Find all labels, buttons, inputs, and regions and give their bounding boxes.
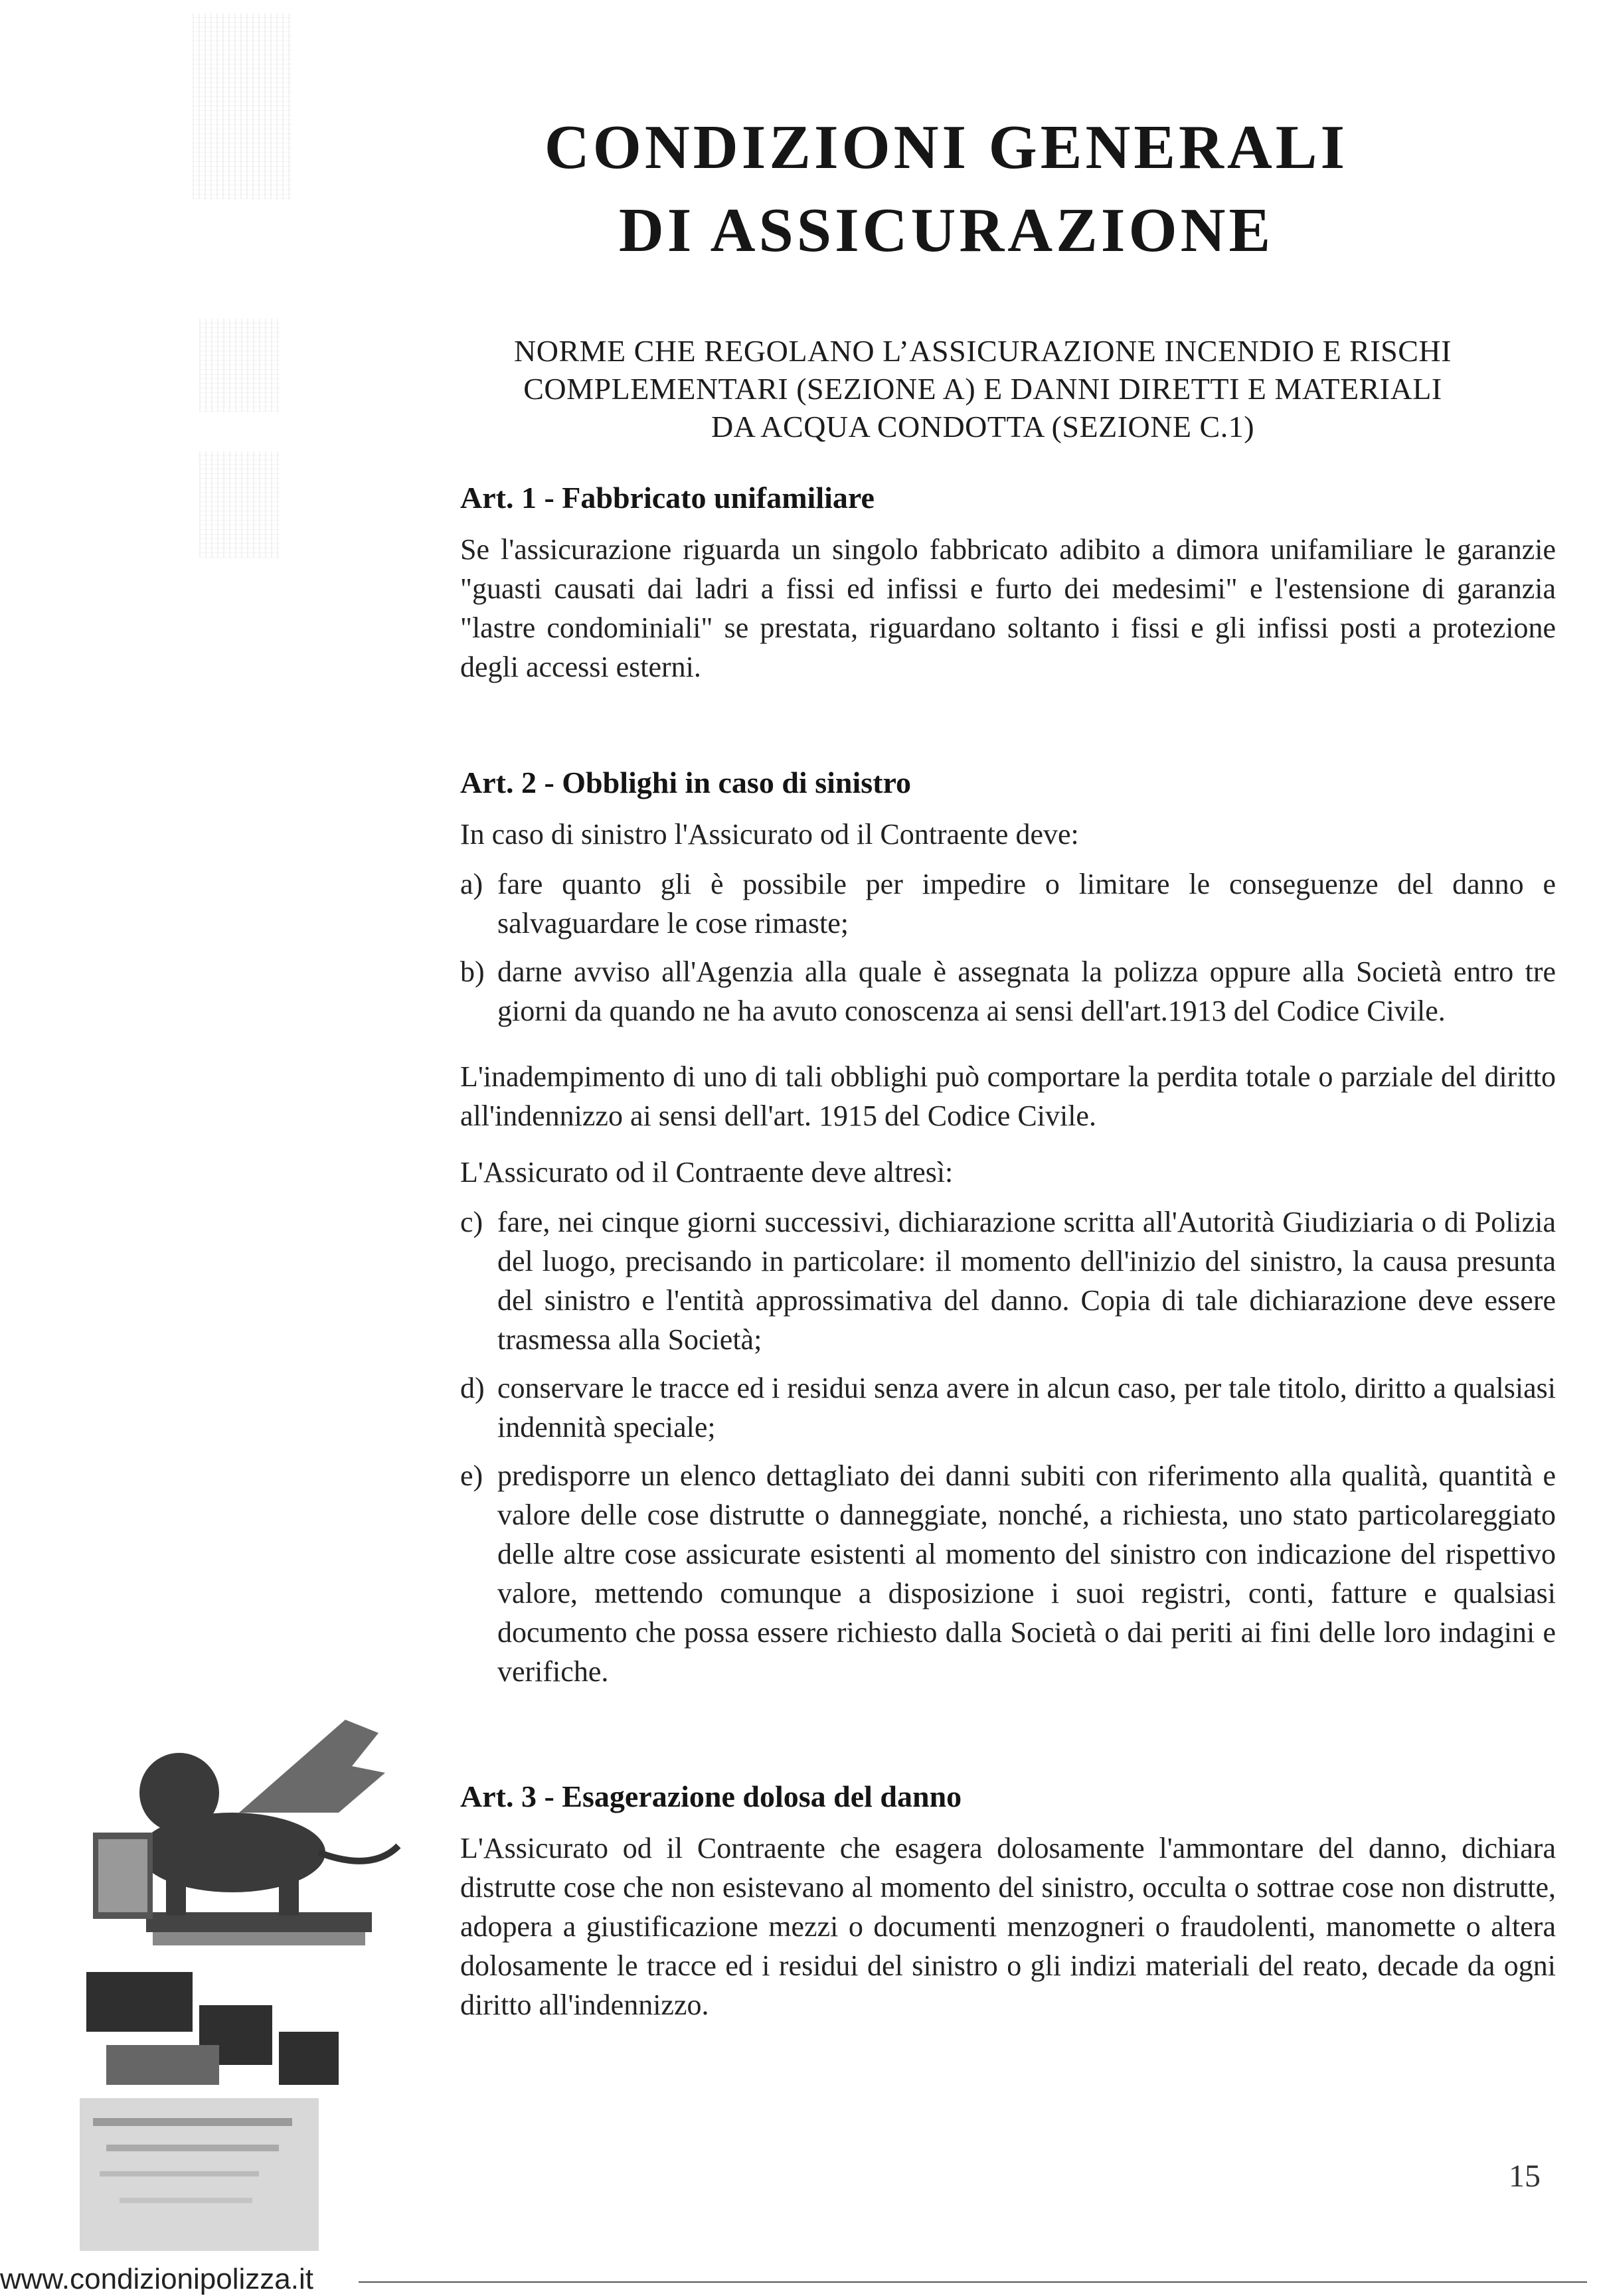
document-title (398, 106, 1494, 272)
article-2 (460, 763, 1556, 1691)
list-item (460, 952, 1556, 1030)
article-paragraph: L'Assicurato od il Contraente deve altresì: (460, 1156, 954, 1189)
list-item-text: fare, nei cinque giorni successivi, dichiarazione scritta all'Autorità Giudiziaria o di Polizia del luogo, precisando in particolare: il momento dell'inizio del sinistro, la causa presunta del sinistro e l'entità approssimativa del danno. Copia di tale dichiarazione deve essere trasmessa alla Società; (497, 1206, 1556, 1356)
article-heading: Art. 3 - Esagerazione dolosa del danno (460, 1779, 962, 1813)
subtitle-line: NORME CHE REGOLANO L’ASSICURAZIONE INCENDIO E RISCHI (514, 334, 1452, 368)
article-intro: In caso di sinistro l'Assicurato od il Contraente deve: (460, 818, 1079, 851)
list-item-label: a) (460, 868, 483, 900)
lion-figure (139, 1720, 398, 1916)
document-body (460, 478, 1556, 2024)
document-subtitle (458, 332, 1507, 446)
article-text: L'Assicurato od il Contraente che esagera dolosamente l'ammontare del danno, dichiara distrutte cose che non esistevano al momento del sinistro, occulta o sottrae cose non distrutte, adopera a giustificazione mezzi o documenti menzogneri o fraudolenti, manomette o altera dolosamente le tracce ed i residui del sinistro o gli indizi materiali del reato, decade da ogni diritto all'indennizzo. (460, 1832, 1556, 2021)
subtitle-line: DA ACQUA CONDOTTA (SEZIONE C.1) (711, 410, 1255, 444)
list-item (460, 1456, 1556, 1691)
stone-blocks (86, 1972, 339, 2085)
list-item-text: conservare le tracce ed i residui senza avere in alcun caso, per tale titolo, diritto a qualsiasi indennità speciale; (497, 1372, 1556, 1443)
list-item-text: darne avviso all'Agenzia alla quale è assegnata la polizza oppure alla Società entro tre giorni da quando ne ha avuto conoscenza ai sensi dell'art.1913 del Codice Civile. (497, 955, 1556, 1027)
scan-artifact (199, 451, 279, 558)
list-item-text: predisporre un elenco dettagliato dei danni subiti con riferimento alla qualità, quantità e valore delle cose distrutte o danneggiate, nonché, a richiesta, uno stato particolareggiato delle altre cose assicurate esistenti al momento del sinistro con indicazione del rispettivo valore, mettendo comunque a disposizione i suoi registri, conti, fatture e qualsiasi documento che possa essere richiesto dalla Società o dai periti ai fini delle loro indagini e verifiche. (497, 1459, 1556, 1688)
obligations-list (460, 864, 1556, 1030)
article-heading: Art. 1 - Fabbricato unifamiliare (460, 481, 875, 515)
list-item-label: e) (460, 1459, 483, 1492)
pedestal-base (146, 1912, 372, 1945)
list-item-label: d) (460, 1372, 485, 1404)
footer-divider (359, 2281, 1587, 2283)
scan-artifact (193, 13, 292, 199)
winged-lion-illustration (66, 1660, 438, 2257)
article-text: Se l'assicurazione riguarda un singolo fabbricato adibito a dimora unifamiliare le garanzie "guasti causati dai ladri a fissi ed infissi e furto dei medesimi" e l'estensione di garanzia "lastre condominiali" se prestata, riguardano soltanto i fissi e gli infissi posti a protezione degli accessi esterni. (460, 533, 1556, 683)
list-item (460, 864, 1556, 943)
list-item-text: fare quanto gli è possibile per impedire o limitare le conseguenze del danno e salvaguardare le cose rimaste; (497, 868, 1556, 940)
article-paragraph: L'inadempimento di uno di tali obblighi può comportare la perdita totale o parziale del diritto all'indennizzo ai sensi dell'art. 1915 del Codice Civile. (460, 1060, 1556, 1132)
article-3 (460, 1777, 1556, 2024)
list-item-label: b) (460, 955, 485, 988)
list-item (460, 1368, 1556, 1447)
book-slab (93, 1833, 153, 1919)
page-number: 15 (1509, 2159, 1541, 2194)
obligations-list (460, 1202, 1556, 1691)
subtitle-line: COMPLEMENTARI (SEZIONE A) E DANNI DIRETTI E MATERIALI (523, 372, 1442, 406)
title-line: DI ASSICURAZIONE (618, 196, 1274, 265)
article-1 (460, 478, 1556, 687)
water-reflection (80, 2098, 319, 2251)
scan-artifact (199, 319, 279, 412)
title-line: CONDIZIONI GENERALI (544, 113, 1349, 182)
article-heading: Art. 2 - Obblighi in caso di sinistro (460, 766, 912, 799)
footer-url[interactable]: www.condizionipolizza.it (0, 2263, 313, 2295)
list-item-label: c) (460, 1206, 483, 1238)
list-item (460, 1202, 1556, 1359)
